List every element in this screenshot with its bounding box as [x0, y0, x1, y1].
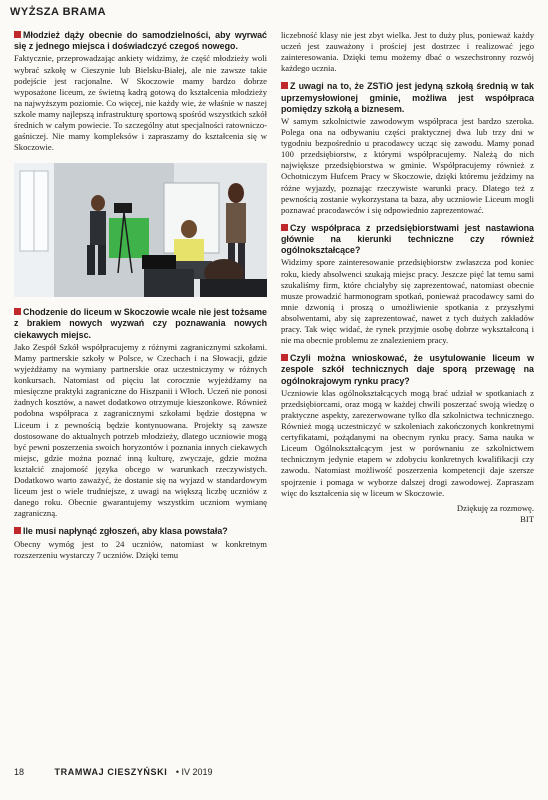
right-column: [281, 30, 534, 525]
page-footer: [14, 767, 213, 777]
question-5: Czy współpraca z przedsiębiorstwami jest nastawiona głównie na kierunki techniczne czy również ogólnokształcące?: [281, 222, 534, 256]
red-square-bullet-icon: [281, 354, 288, 361]
answer-6: Uczniowie klas ogólnokształcących mogą brać udział w spotkaniach z przedsiębiorcami, oraz mogą w każdej chwili poszerzać swoją wiedzę o praktyczne aspekty, zarezerwowane tylko dla szkolnictwa technicznego. Również mogą uczestniczyć w szkoleniach zakończonych konkretnymi certyfikatami, pożądanymi na obecnym rynku pracy. Sama nauka w Liceum Ogólnokształcącym jest w porównaniu ze szkolnictwem technicznym jedynie etapem w zdobyciu konkretnych kwalifikacji czy zawodu. Natomiast możliwość poszerzenia kompetencji daje szersze spojrzenie i pomaga w wyborze dalszej drogi zawodowej. Zapraszam więc do kształcenia się w liceum w Skoczowie.: [281, 387, 534, 498]
closing-thanks: Dziękuję za rozmowę.: [456, 502, 534, 513]
answer-4: W samym szkolnictwie zawodowym współpraca jest bardzo szeroka. Polega ona na odbywaniu części praktycznej dwa lub trzy dni w tygodniu bezpośrednio u pracodawcy ucząc się zawodu. Mamy ponad 100 przedsiębiorstw, z którymi współpracujemy. Należą do nich największe przedsiębiorstwa w gminie. Współpracujemy również z Ochotniczym Hufcem Pracy w Skoczowie, dzięki któremu jeździmy na różne wyjazdy, poznając rzeczywiste warunki pracy. Dlatego też z pewnością zostanie wykorzystana ta baza, aby uczniowie Liceum mogli poznawać pracodawców i się odpowiednio zaprezentować.: [281, 115, 534, 215]
magazine-name: TRAMWAJ CIESZYŃSKI: [54, 767, 168, 777]
question-6: Czyli można wnioskować, że usytulowanie liceum w zespole szkół technicznych daje sporą przewagę na ogólnokrajowym rynku pracy?: [281, 353, 534, 386]
answer-3: Obecny wymóg jest to 24 uczniów, natomiast w konkretnym rozszerzeniu wystarczy 7 uczniów. Dzięki temu: [14, 538, 267, 560]
classroom-photo: [14, 163, 267, 297]
answer-3-continued: liczebność klasy nie jest zbyt wielka. Jest to duży plus, ponieważ każdy uczeń jest zauważony i prościej jest dostrzec i realizować jego zainteresowania. Dzięki temu możemy dbać o wszechstronny rozwój każdego ucznia.: [281, 30, 534, 74]
question-4: Z uwagi na to, że ZSTiO jest jedyną szkołą średnią w tak uprzemysłowionej gminie, możliwa jest współpraca pomiędzy szkołą a biznesem.: [281, 81, 534, 114]
answer-1: Faktycznie, przeprowadzając ankiety widzimy, że część młodzieży woli wybrać szkołę w Cieszynie lub Bielsku-Białej, ale nie zawsze takie podejście jest racjonalne. W Skoczowie mamy bardzo dobrze wyposażone liceum, ze świetną kadrą gotową do kształcenia młodzieży na najwyższym poziomie. Co więcej, nie każdy wie, że właśnie w naszej szkole mamy najlepszą infrastrukturę sportową spośród wszystkich szkół średnich w całym powiecie. To szczególny atut specjalności ratowniczo-gaśniczej. Nie mamy kompleksów i zapraszamy do kształcenia się w Skoczowie.: [14, 53, 267, 153]
answer-5: Widzimy spore zainteresowanie przedsiębiorstw zwłaszcza pod koniec roku, kiedy absolwenci szukają miejsc pracy. Jeszcze pięć lat temu sami szukaliśmy firm, które chciałyby się zaprezentować, natomiast obecnie musze prowadzić harmonogram spotkań, ponieważ pracodawcy sami do mnie dzwonią i proszą o umożliwienie spotkania z przyszłymi absolwentami, aby się zaprezentować, nawet z tych dużych zakładów pracy. Tak więc widać, że rynek przyjmie osobę dobrze wykształconą i nie ma obecnie problemu ze znalezieniem pracy.: [281, 257, 534, 346]
red-square-bullet-icon: [281, 224, 288, 231]
photo-illustration: [14, 163, 267, 297]
red-square-bullet-icon: [14, 308, 21, 315]
left-column: [14, 30, 267, 561]
red-square-bullet-icon: [14, 527, 21, 534]
section-header: WYŻSZA BRAMA: [10, 6, 107, 18]
red-square-bullet-icon: [281, 82, 288, 89]
red-square-bullet-icon: [14, 31, 21, 38]
issue-label: • IV 2019: [175, 767, 213, 777]
author-signature: BIT: [520, 513, 534, 524]
question-3: Ile musi napłynąć zgłoszeń, aby klasa powstała?: [14, 526, 267, 537]
question-1: Młodzież dąży obecnie do samodzielności, aby wyrwać się z jednego miejsca i doświadczyć czegoś nowego.: [14, 30, 267, 52]
question-2: Chodzenie do liceum w Skoczowie wcale nie jest tożsame z brakiem nowych wyzwań czy poznawania nowych ciekawych miejsc.: [14, 307, 267, 340]
answer-2: Jako Zespół Szkół współpracujemy z różnymi zagranicznymi szkołami. Mamy partnerskie szkoły w Polsce, w Czechach i na Słowacji, gdzie wyjeżdżamy na wymiany partnerskie oraz uczestniczymy w różnych konkursach. Natomiast od pięciu lat corocznie wyjeżdżamy na miesięczne praktyki zagraniczne do Hiszpanii i Włoch. Uczeń nie ponosi żadnych kosztów, a nawet dodatkowo otrzymuje kieszonkowe. Również podobna współpraca z zagranicznymi szkołami będzie dostępna w Liceum i z pewnością będzie kontynuowana. Projekty są zawsze dostosowane do aktualnych potrzeb młodzieży, dlatego uczniowie mogą być pewni poszerzenia swoich horyzontów i poznania innych ciekawych miejsc, gdzie można poznać inną kulturę, zwyczaje, gdzie można kształcić znajomość języka obcego w warunkach rzeczywistych. Dodatkowo warto zaważyć, że dostanie się na wyjazd w standardowym liceum jest o wiele trudniejsze, z uwagi na większą liczbę uczniów z danego roku. Obecnie gwarantujemy wszystkim uczniom wymianę zagraniczną.: [14, 341, 267, 519]
page-number: 18: [14, 767, 25, 777]
